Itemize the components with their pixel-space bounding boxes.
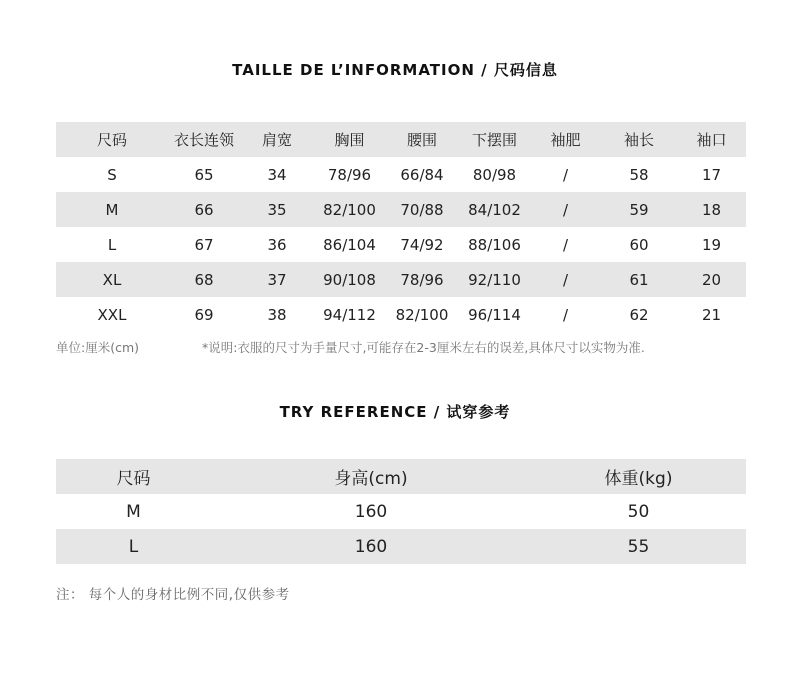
table-cell: XXL [97,305,127,324]
table-cell: 58 [629,165,649,184]
table-cell: M [56,192,168,227]
table-cell: 82/100 [314,192,385,227]
table-cell: 60 [629,235,649,254]
try-reference-title: TRY REFERENCE / 试穿参考 [279,403,511,421]
table-cell: 17 [701,165,722,184]
column-header: 袖口 [677,122,746,157]
footer-note: 注： 每个人的身材比例不同,仅供参考 [56,587,290,603]
column-header: 身高(cm) [211,459,531,494]
table-cell: 84/102 [459,192,530,227]
table-cell: 78/96 [327,165,372,184]
table-cell: 80/98 [472,165,517,184]
table-cell: 66/84 [400,165,444,184]
table-cell: 90/108 [314,262,385,297]
reference-row [56,529,746,564]
table-cell: 86/104 [323,235,376,254]
table-cell: 50 [627,501,650,522]
table-cell: 65 [194,165,214,184]
column-header: 袖肥 [530,122,601,157]
table-cell: 19 [701,235,722,254]
table-cell: 18 [677,192,746,227]
size-row [56,192,746,227]
column-header: 体重(kg) [531,459,746,494]
table-cell: S [107,165,117,184]
table-cell: 66 [168,192,240,227]
table-cell: 88/106 [468,235,521,254]
table-cell: 160 [354,501,388,522]
table-cell: 82/100 [395,305,449,324]
table-cell: 38 [267,305,287,324]
column-header: 衣长连领 [168,122,240,157]
table-cell: 34 [267,165,287,184]
table-cell: L [56,529,211,564]
header-row [56,459,746,494]
table-cell: 61 [601,262,677,297]
measurement-disclaimer: *说明:衣服的尺寸为手量尺寸,可能存在2-3厘米左右的误差,具体尺寸以实物为准. [202,340,645,355]
table-cell: / [562,305,569,324]
table-cell: 78/96 [385,262,459,297]
table-cell: 67 [194,235,214,254]
header-row [56,122,746,157]
table-cell: 94/112 [323,305,376,324]
reference-row [56,494,746,529]
table-cell: 69 [194,305,214,324]
table-cell: 20 [677,262,746,297]
table-cell: 37 [240,262,314,297]
table-cell: 21 [701,305,722,324]
column-header: 尺码 [56,122,168,157]
table-cell: 55 [531,529,746,564]
column-header: 胸围 [314,122,385,157]
table-cell: 70/88 [385,192,459,227]
table-cell: 92/110 [459,262,530,297]
table-cell: 160 [211,529,531,564]
table-cell: M [126,501,141,522]
size-info-title: TAILLE DE L’INFORMATION / 尺码信息 [232,61,558,79]
column-header: 肩宽 [240,122,314,157]
table-cell: / [530,192,601,227]
table-cell: 62 [629,305,649,324]
table-cell: L [107,235,117,254]
column-header: 袖长 [601,122,677,157]
table-cell: 96/114 [468,305,521,324]
size-row [56,157,746,192]
table-cell: / [530,262,601,297]
column-header: 腰围 [385,122,459,157]
table-cell: 59 [601,192,677,227]
table-cell: XL [56,262,168,297]
table-cell: 35 [240,192,314,227]
table-cell: / [562,165,569,184]
column-header: 下摆围 [459,122,530,157]
size-row [56,262,746,297]
size-row [56,297,746,332]
try-reference-table [56,459,746,564]
table-cell: 36 [267,235,287,254]
table-cell: 74/92 [400,235,444,254]
size-table [56,122,746,332]
size-row [56,227,746,262]
table-cell: / [562,235,569,254]
unit-note: 单位:厘米(cm) [56,340,140,355]
column-header: 尺码 [56,459,211,494]
table-cell: 68 [168,262,240,297]
